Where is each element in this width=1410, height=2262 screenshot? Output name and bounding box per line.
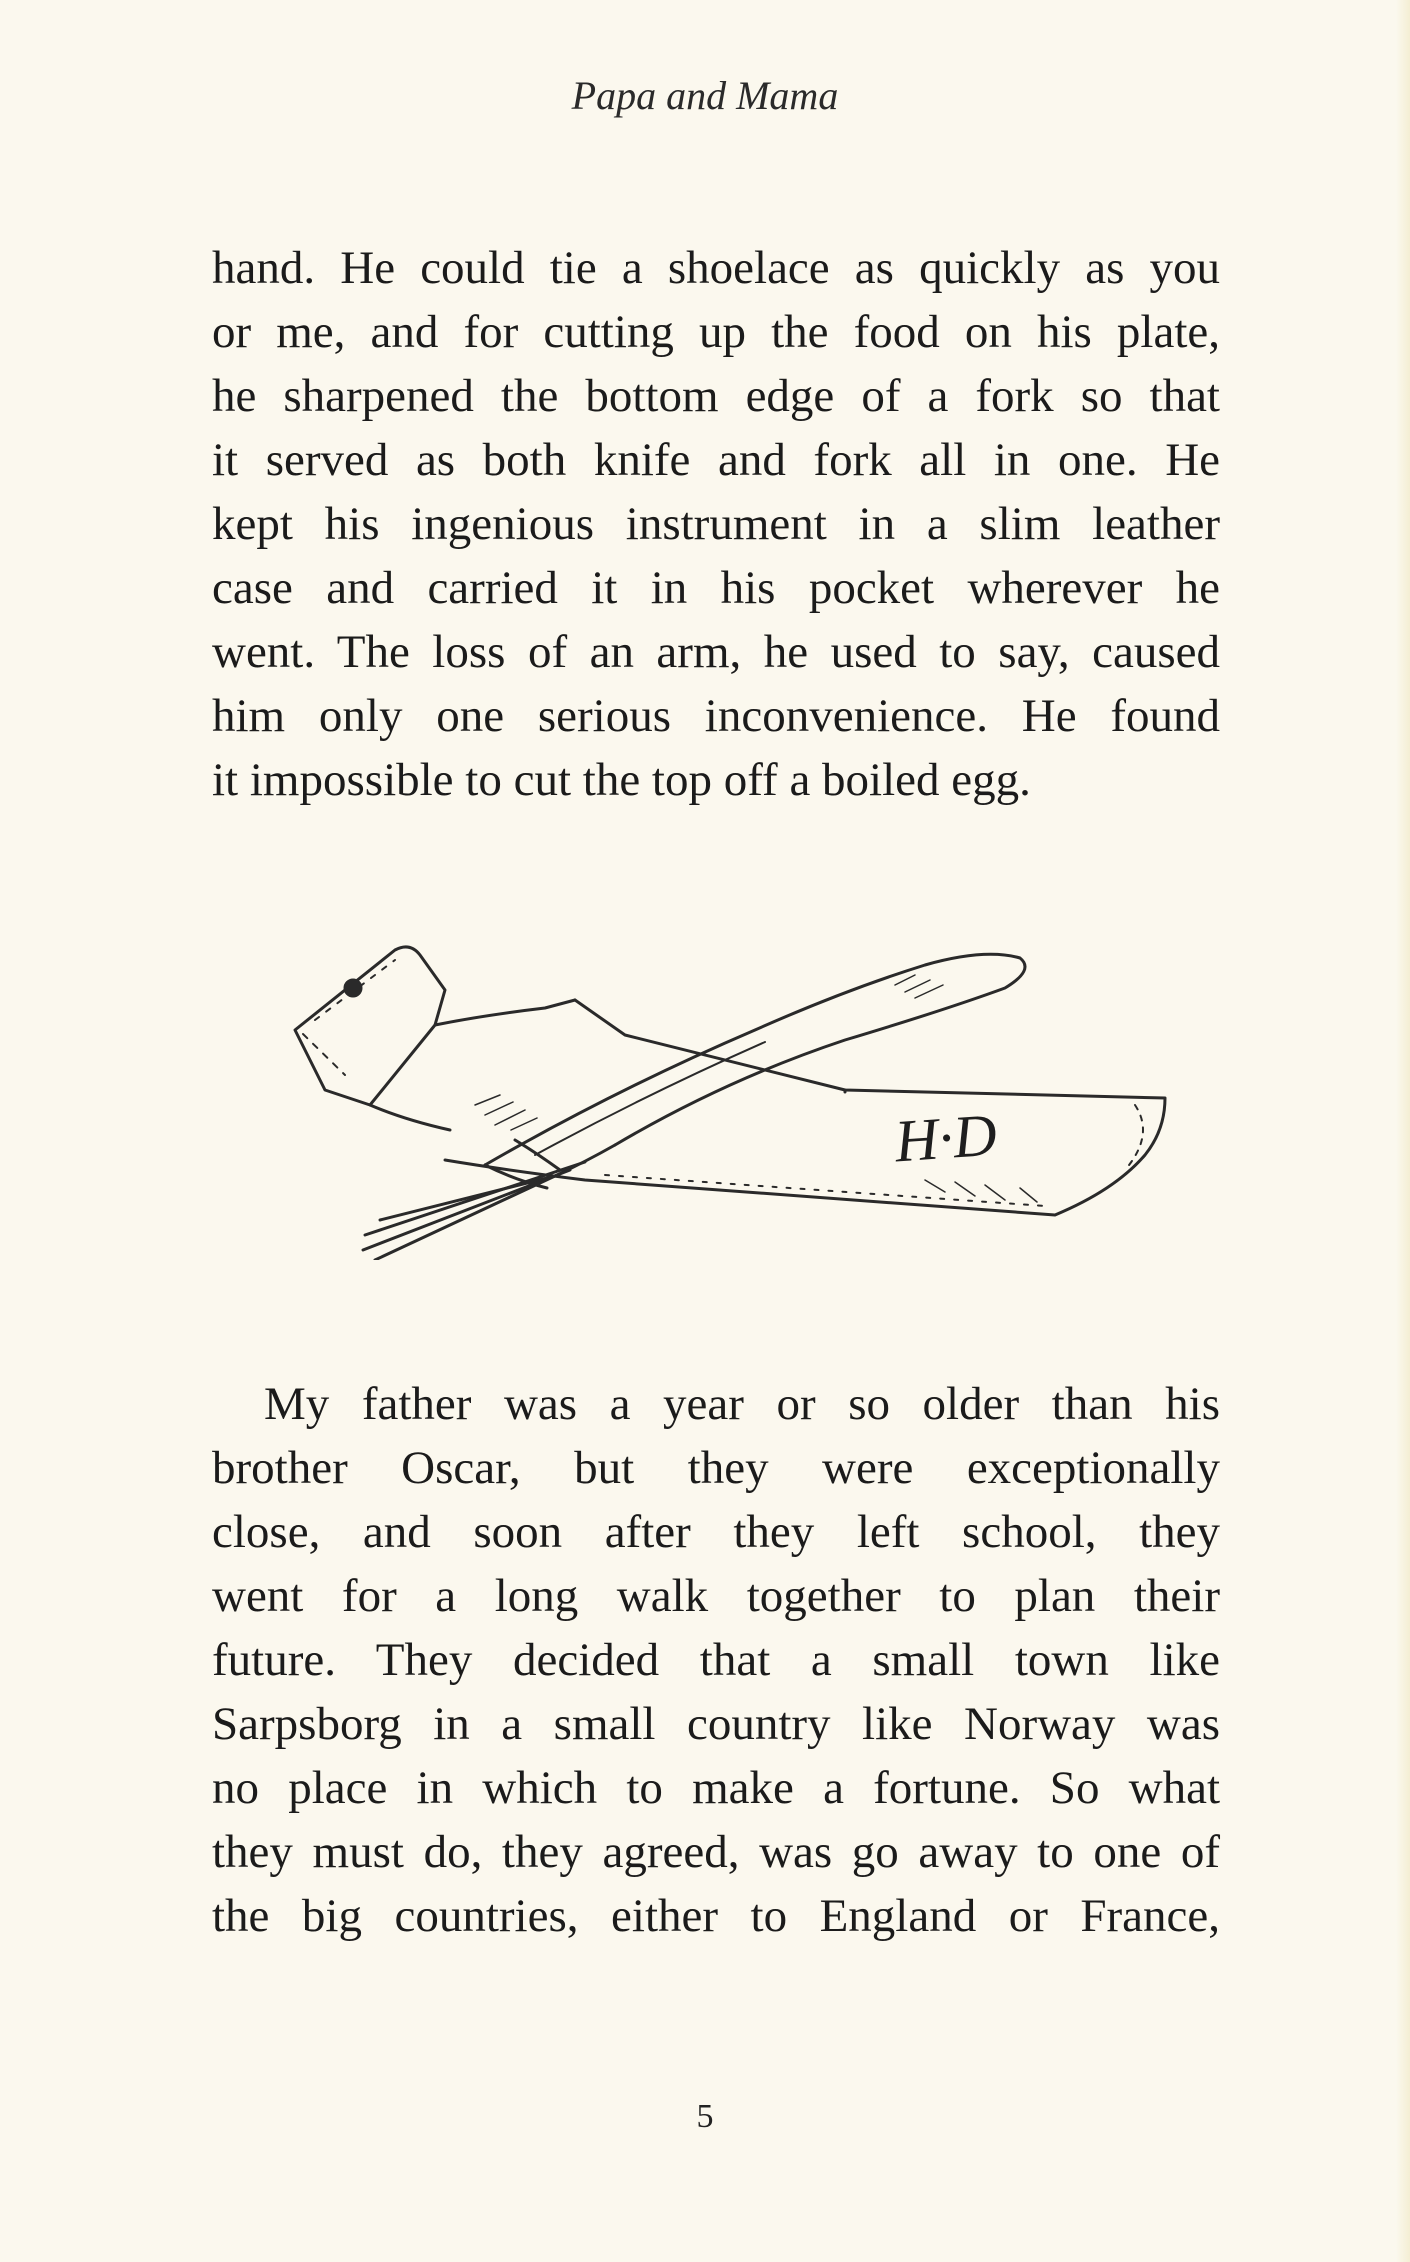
text-line: kept his ingenious instrument in a slim leather [212, 498, 1220, 550]
text-line: no place in which to make a fortune. So what [212, 1762, 1220, 1814]
text-line: My father was a year or so older than his [264, 1378, 1220, 1430]
text-line: he sharpened the bottom edge of a fork so that [212, 370, 1220, 422]
text-line: the big countries, either to England or France, [212, 1890, 1220, 1942]
text-line: went. The loss of an arm, he used to say, caused [212, 626, 1220, 678]
text-line: close, and soon after they left school, they [212, 1506, 1220, 1558]
text-line: it served as both knife and fork all in one. He [212, 434, 1220, 486]
text-line: or me, and for cutting up the food on his plate, [212, 306, 1220, 358]
case-flap [295, 947, 445, 1105]
text-line: went for a long walk together to plan their [212, 1570, 1220, 1622]
page-number: 5 [696, 2098, 714, 2135]
page-edge-shading [1396, 0, 1410, 2262]
text-line: him only one serious inconvenience. He found [212, 690, 1220, 742]
text-line: future. They decided that a small town like [212, 1634, 1220, 1686]
running-head: Papa and Mama [571, 73, 839, 118]
text-line: brother Oscar, but they were exceptionally [212, 1442, 1220, 1494]
text-line: they must do, they agreed, was go away to one of [212, 1826, 1220, 1878]
paragraph-1 [212, 236, 1220, 812]
text-line: hand. He could tie a shoelace as quickly as you [212, 242, 1220, 294]
case-body [445, 1000, 1165, 1215]
text-line: it impossible to cut the top off a boiled egg. [212, 754, 1031, 806]
text-line: Sarpsborg in a small country like Norway was [212, 1698, 1220, 1750]
text-line: case and carried it in his pocket wherever he [212, 562, 1220, 614]
monogram-text: H·D [892, 1101, 999, 1175]
paragraph-2 [212, 1372, 1220, 1948]
fork-and-case-illustration [285, 930, 1205, 1260]
case-snap [345, 980, 361, 996]
